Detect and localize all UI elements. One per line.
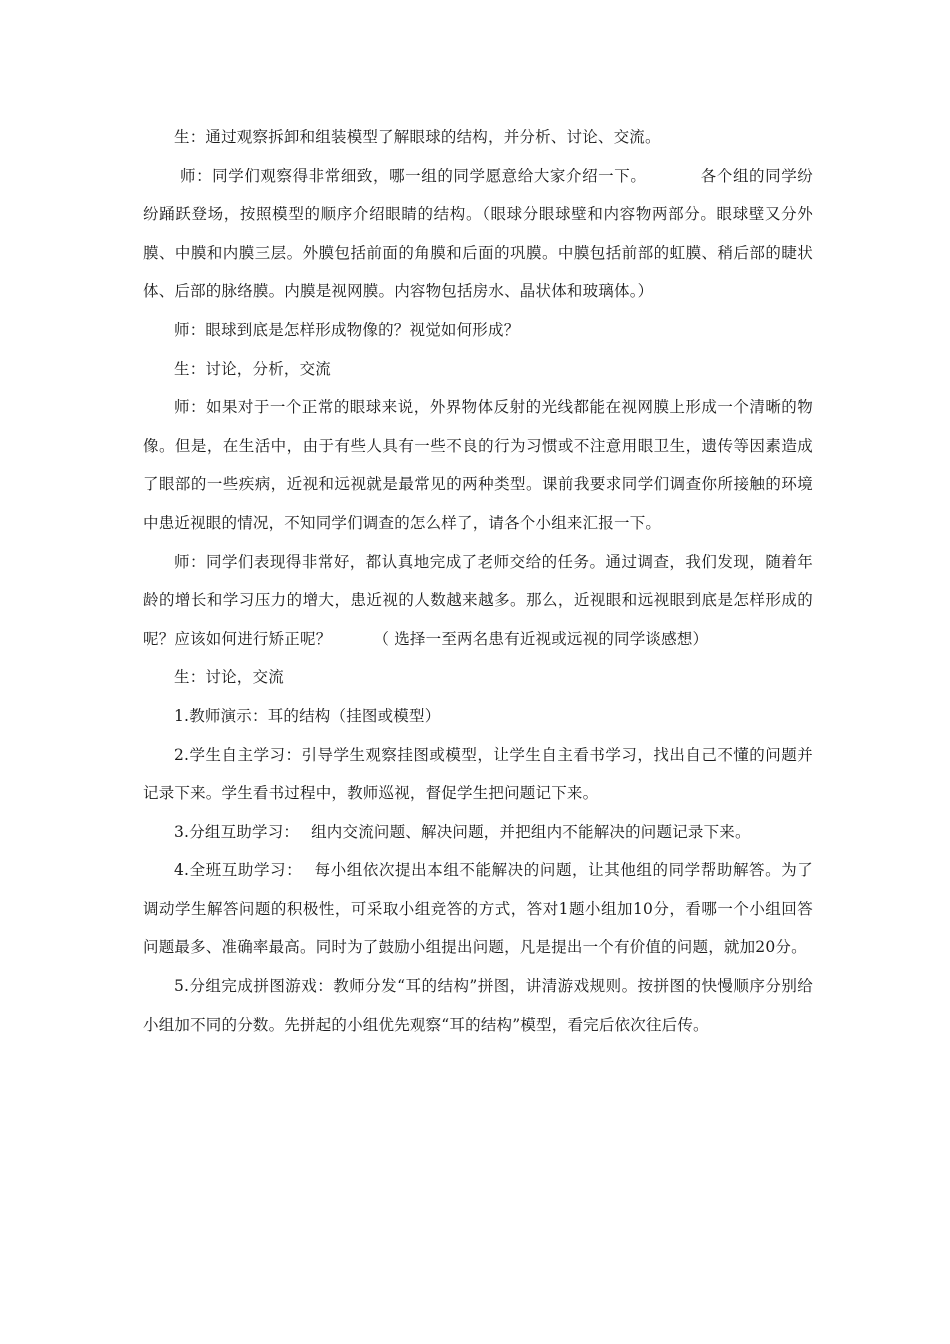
paragraph-text: 1.教师演示：耳的结构（挂图或模型） xyxy=(174,706,441,725)
paragraph-text: 各个组的同学纷纷踊跃登场，按照模型的顺序介绍眼睛的结构。（眼球分眼球壁和内容物两部分。眼球壁又分外膜、中膜和内膜三层。外膜包括前面的角膜和后面的巩膜。中膜包括前部的虹膜、稍后部的睫状体、后部的脉络膜。内膜是视网膜。内容物包括房水、晶状体和玻璃体。） xyxy=(143,166,813,301)
paragraph-student-observe xyxy=(143,118,813,157)
paragraph-student-discuss xyxy=(143,350,813,389)
list-item-1 xyxy=(143,697,813,736)
paragraph-lead: 3.分组互助学习： xyxy=(174,822,300,841)
paragraph-student-exchange xyxy=(143,658,813,697)
list-item-4 xyxy=(143,851,813,967)
paragraph-text: （ 选择一至两名患有近视或远视的同学谈感想） xyxy=(373,629,709,648)
paragraph-text: 生：讨论，交流 xyxy=(174,668,284,687)
paragraph-text: 生：讨论，分析，交流 xyxy=(174,359,332,378)
paragraph-text: 组内交流问题、解决问题，并把组内不能解决的问题记录下来。 xyxy=(311,822,751,841)
paragraph-text: 师：如果对于一个正常的眼球来说，外界物体反射的光线都能在视网膜上形成一个清晰的物像。但是，在生活中，由于有些人具有一些不良的行为习惯或不注意用眼卫生，遗传等因素造成了眼部的一些疾病，近视和远视就是最常见的两种类型。课前我要求同学们调查你所接触的环境中患近视眼的情况，不知同学们调查的怎么样了，请各个小组来汇报一下。 xyxy=(143,398,813,532)
paragraph-teacher-myopia xyxy=(143,388,813,542)
document-body xyxy=(143,118,813,1044)
paragraph-text: 5.分组完成拼图游戏：教师分发“耳的结构”拼图，讲清游戏规则。按拼图的快慢顺序分别给小组加不同的分数。先拼起的小组优先观察“耳的结构”模型，看完后依次往后传。 xyxy=(143,977,813,1034)
paragraph-text: 生：通过观察拆卸和组装模型了解眼球的结构，并分析、讨论、交流。 xyxy=(174,128,661,146)
list-item-5 xyxy=(143,967,813,1044)
list-item-2 xyxy=(143,736,813,813)
paragraph-teacher-intro-eye xyxy=(143,157,813,311)
paragraph-text: 师：眼球到底是怎样形成物像的？视觉如何形成？ xyxy=(174,320,520,339)
paragraph-text: 2.学生自主学习：引导学生观察挂图或模型，让学生自主看书学习，找出自己不懂的问题并记录下来。学生看书过程中，教师巡视，督促学生把问题记下来。 xyxy=(143,745,813,803)
paragraph-teacher-question xyxy=(143,311,813,350)
paragraph-teacher-survey xyxy=(143,543,813,659)
list-item-3 xyxy=(143,813,813,852)
paragraph-text: 每小组依次提出本组不能解决的问题，让其他组的同学帮助解答。为了调动学生解答问题的积极性，可采取小组竞答的方式，答对1题小组加10分，看哪一个小组回答问题最多、准确率最高。同时为了鼓励小组提出问题，凡是提出一个有价值的问题，就加20分。 xyxy=(143,861,814,957)
paragraph-lead: 师：同学们观察得非常细致，哪一组的同学愿意给大家介绍一下。 xyxy=(180,166,647,185)
paragraph-lead: 师：同学们表现得非常好，都认真地完成了老师交给的任务。通过调查，我们发现，随着年龄的增长和学习压力的增大，患近视的人数越来越多。那么，近视眼和远视眼到底是怎样形成的呢？应该如何进行矫正呢？ xyxy=(143,552,813,648)
paragraph-lead: 4.全班互助学习： xyxy=(174,861,303,880)
